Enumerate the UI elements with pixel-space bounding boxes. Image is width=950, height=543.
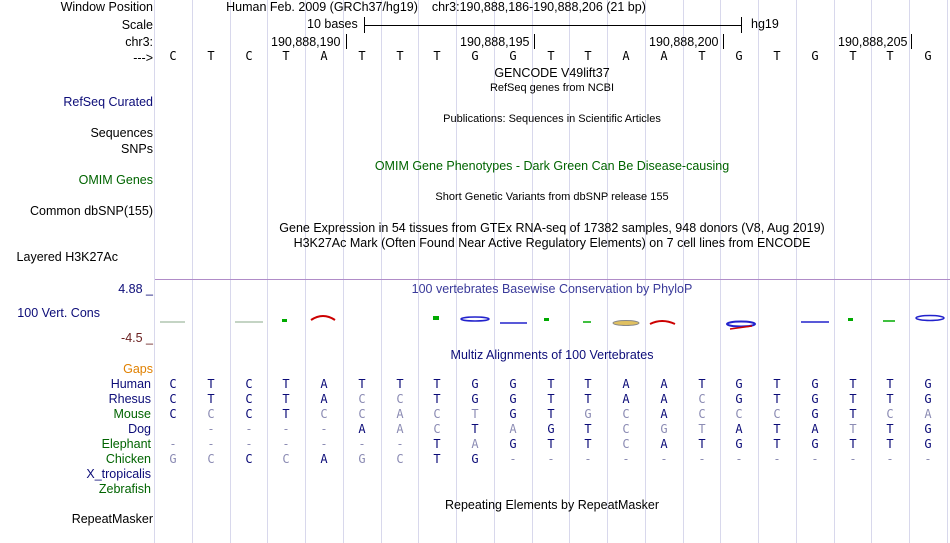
- alignment-base: T: [849, 437, 857, 451]
- alignment-base: T: [547, 407, 555, 421]
- scale-bar-right-tick: [741, 17, 742, 33]
- alignment-base: -: [660, 452, 668, 466]
- label-arrow[interactable]: --->: [133, 51, 153, 65]
- alignment-base: A: [396, 422, 404, 436]
- reference-base: A: [320, 49, 328, 63]
- scale-bar-text: 10 bases: [307, 17, 358, 31]
- alignment-base: T: [698, 422, 706, 436]
- alignment-base: C: [169, 392, 177, 406]
- species-label-rhesus[interactable]: Rhesus: [108, 392, 151, 406]
- dbsnp-track-desc[interactable]: Short Genetic Variants from dbSNP release 155: [435, 191, 669, 203]
- label-snps[interactable]: SNPs: [121, 142, 153, 156]
- reference-base: T: [433, 49, 441, 63]
- alignment-base: T: [282, 407, 290, 421]
- alignment-base: T: [207, 392, 215, 406]
- alignment-base: T: [471, 422, 479, 436]
- alignment-base: A: [622, 377, 630, 391]
- alignment-base: -: [924, 452, 932, 466]
- alignment-base: C: [396, 452, 404, 466]
- reference-base: G: [509, 49, 517, 63]
- scale-bar-line: [364, 25, 741, 26]
- alignment-base: C: [245, 452, 253, 466]
- alignment-base: C: [433, 407, 441, 421]
- alignment-base: G: [924, 437, 932, 451]
- label-common-dbsnp[interactable]: Common dbSNP(155): [30, 204, 153, 218]
- alignment-base: A: [471, 437, 479, 451]
- reference-base: T: [886, 49, 894, 63]
- label-gaps[interactable]: Gaps: [123, 362, 153, 376]
- reference-base: G: [811, 49, 819, 63]
- omim-track-desc[interactable]: OMIM Gene Phenotypes - Dark Green Can Be Disease-causing: [374, 159, 730, 173]
- alignment-base: C: [735, 407, 743, 421]
- species-label-mouse[interactable]: Mouse: [113, 407, 151, 421]
- alignment-base: G: [811, 407, 819, 421]
- alignment-base: T: [471, 407, 479, 421]
- alignment-base: C: [245, 407, 253, 421]
- alignment-base: A: [924, 407, 932, 421]
- alignment-base: T: [433, 392, 441, 406]
- reference-base: C: [245, 49, 253, 63]
- alignment-base: G: [735, 392, 743, 406]
- alignment-base: C: [169, 377, 177, 391]
- alignment-base: -: [584, 452, 592, 466]
- alignment-base: A: [660, 377, 668, 391]
- coord-label: 190,888,200: [649, 35, 719, 49]
- alignment-base: G: [735, 377, 743, 391]
- alignment-base: T: [396, 377, 404, 391]
- species-label-human[interactable]: Human: [110, 377, 151, 391]
- alignment-base: -: [509, 452, 517, 466]
- species-label-x_tropicalis[interactable]: X_tropicalis: [86, 467, 151, 481]
- label-cons-max: 4.88 _: [118, 282, 153, 296]
- coord-tick: [723, 34, 724, 49]
- alignment-base: -: [169, 437, 177, 451]
- alignment-base: T: [849, 407, 857, 421]
- alignment-base: -: [547, 452, 555, 466]
- alignment-base: G: [509, 377, 517, 391]
- repeatmasker-track-desc[interactable]: Repeating Elements by RepeatMasker: [444, 498, 660, 512]
- alignment-base: A: [660, 407, 668, 421]
- alignment-base: G: [509, 437, 517, 451]
- label-layered-h3k27ac[interactable]: Layered H3K27Ac: [16, 250, 118, 264]
- alignment-base: T: [773, 422, 781, 436]
- alignment-base: -: [282, 437, 290, 451]
- label-omim-genes[interactable]: OMIM Genes: [78, 173, 153, 187]
- alignment-base: A: [320, 452, 328, 466]
- alignment-base: -: [886, 452, 894, 466]
- alignment-base: A: [660, 437, 668, 451]
- alignment-base: G: [811, 392, 819, 406]
- alignment-base: C: [207, 452, 215, 466]
- species-label-zebrafish[interactable]: Zebrafish: [98, 482, 151, 496]
- reference-base: T: [282, 49, 290, 63]
- alignment-base: C: [282, 452, 290, 466]
- alignment-base: G: [811, 377, 819, 391]
- label-100-vert-cons[interactable]: 100 Vert. Cons: [17, 306, 100, 320]
- alignment-base: C: [622, 422, 630, 436]
- label-window-position[interactable]: Window Position: [60, 0, 153, 14]
- label-scale[interactable]: Scale: [121, 18, 153, 32]
- alignment-base: C: [698, 392, 706, 406]
- alignment-base: C: [169, 407, 177, 421]
- alignment-base: T: [849, 392, 857, 406]
- alignment-base: -: [245, 437, 253, 451]
- reference-base: T: [773, 49, 781, 63]
- alignment-base: C: [433, 422, 441, 436]
- alignment-base: A: [358, 422, 366, 436]
- alignment-base: G: [471, 392, 479, 406]
- alignment-base: A: [622, 392, 630, 406]
- alignment-base: T: [433, 452, 441, 466]
- reference-base: T: [207, 49, 215, 63]
- reference-base: T: [547, 49, 555, 63]
- track-label-column: [0, 0, 153, 543]
- conservation-wiggle: [155, 300, 950, 340]
- alignment-base: T: [773, 392, 781, 406]
- alignment-base: G: [924, 422, 932, 436]
- species-label-elephant[interactable]: Elephant: [101, 437, 151, 451]
- reference-base: T: [698, 49, 706, 63]
- label-chr[interactable]: chr3:: [125, 35, 153, 49]
- alignment-base: T: [886, 437, 894, 451]
- alignment-base: T: [773, 377, 781, 391]
- alignment-base: C: [396, 392, 404, 406]
- alignment-base: T: [886, 392, 894, 406]
- label-sequences[interactable]: Sequences: [90, 126, 153, 140]
- alignment-base: T: [207, 377, 215, 391]
- alignment-base: C: [773, 407, 781, 421]
- alignment-base: A: [811, 422, 819, 436]
- label-refseq-curated[interactable]: RefSeq Curated: [63, 95, 153, 109]
- coord-tick: [346, 34, 347, 49]
- track-area[interactable]: [155, 0, 950, 543]
- alignment-base: C: [886, 407, 894, 421]
- alignment-base: T: [773, 437, 781, 451]
- alignment-base: -: [849, 452, 857, 466]
- species-label-chicken[interactable]: Chicken: [105, 452, 151, 466]
- alignment-base: -: [358, 437, 366, 451]
- alignment-base: -: [320, 422, 328, 436]
- alignment-base: T: [584, 392, 592, 406]
- alignment-base: T: [433, 377, 441, 391]
- assembly-title: Human Feb. 2009 (GRCh37/hg19) chr3:190,888,186-190,888,206 (21 bp): [226, 0, 646, 14]
- alignment-base: T: [358, 377, 366, 391]
- alignment-base: -: [207, 437, 215, 451]
- alignment-base: T: [584, 422, 592, 436]
- alignment-base: -: [773, 452, 781, 466]
- coord-label: 190,888,190: [271, 35, 341, 49]
- alignment-base: T: [886, 377, 894, 391]
- alignment-base: -: [245, 422, 253, 436]
- reference-base: T: [849, 49, 857, 63]
- alignment-base: -: [320, 437, 328, 451]
- alignment-base: T: [282, 377, 290, 391]
- alignment-base: -: [622, 452, 630, 466]
- alignment-base: G: [924, 392, 932, 406]
- alignment-base: C: [698, 407, 706, 421]
- alignment-base: T: [849, 377, 857, 391]
- alignment-base: G: [660, 422, 668, 436]
- alignment-base: C: [358, 407, 366, 421]
- reference-base: T: [396, 49, 404, 63]
- coord-tick: [534, 34, 535, 49]
- reference-base: T: [358, 49, 366, 63]
- alignment-base: G: [471, 452, 479, 466]
- alignment-base: C: [358, 392, 366, 406]
- alignment-base: T: [547, 377, 555, 391]
- alignment-base: C: [245, 392, 253, 406]
- reference-base: A: [622, 49, 630, 63]
- publications-track-desc[interactable]: Publications: Sequences in Scientific Articles: [443, 113, 661, 125]
- phylop-track-desc[interactable]: 100 vertebrates Basewise Conservation by PhyloP: [411, 282, 693, 296]
- alignment-base: C: [207, 407, 215, 421]
- alignment-base: G: [509, 407, 517, 421]
- label-repeatmasker[interactable]: RepeatMasker: [71, 512, 153, 526]
- alignment-base: A: [509, 422, 517, 436]
- alignment-base: T: [282, 392, 290, 406]
- alignment-base: A: [320, 377, 328, 391]
- alignment-base: T: [547, 392, 555, 406]
- alignment-base: A: [660, 392, 668, 406]
- alignment-base: T: [698, 437, 706, 451]
- reference-base: G: [924, 49, 932, 63]
- alignment-base: G: [811, 437, 819, 451]
- alignment-base: G: [735, 437, 743, 451]
- h3k27ac-track-desc[interactable]: H3K27Ac Mark (Often Found Near Active Regulatory Elements) on 7 cell lines from ENCODE: [293, 236, 811, 250]
- alignment-base: -: [282, 422, 290, 436]
- alignment-base: A: [735, 422, 743, 436]
- alignment-base: G: [471, 377, 479, 391]
- coord-label: 190,888,195: [460, 35, 530, 49]
- alignment-base: C: [622, 437, 630, 451]
- gencode-track-title[interactable]: GENCODE V49lift37: [494, 66, 610, 80]
- multiz-track-desc[interactable]: Multiz Alignments of 100 Vertebrates: [450, 348, 654, 362]
- alignment-base: T: [698, 377, 706, 391]
- alignment-base: G: [358, 452, 366, 466]
- label-cons-min: -4.5 _: [121, 331, 153, 345]
- coord-tick: [911, 34, 912, 49]
- alignment-base: G: [547, 422, 555, 436]
- alignment-base: -: [811, 452, 819, 466]
- alignment-base: G: [509, 392, 517, 406]
- gtex-track-desc[interactable]: Gene Expression in 54 tissues from GTEx RNA-seq of 17382 samples, 948 donors (V8, Aug 2019): [279, 221, 825, 235]
- refseq-track-desc[interactable]: RefSeq genes from NCBI: [489, 82, 615, 94]
- reference-base: C: [169, 49, 177, 63]
- alignment-base: T: [886, 422, 894, 436]
- alignment-base: C: [245, 377, 253, 391]
- alignment-base: C: [622, 407, 630, 421]
- alignment-base: T: [849, 422, 857, 436]
- alignment-base: A: [396, 407, 404, 421]
- reference-base: T: [584, 49, 592, 63]
- alignment-base: -: [735, 452, 743, 466]
- alignment-base: -: [396, 437, 404, 451]
- reference-base: G: [735, 49, 743, 63]
- alignment-base: G: [924, 377, 932, 391]
- alignment-base: A: [320, 392, 328, 406]
- reference-base: A: [660, 49, 668, 63]
- alignment-base: -: [698, 452, 706, 466]
- alignment-base: G: [584, 407, 592, 421]
- alignment-base: -: [207, 422, 215, 436]
- species-label-dog[interactable]: Dog: [128, 422, 151, 436]
- alignment-base: T: [547, 437, 555, 451]
- reference-base: G: [471, 49, 479, 63]
- alignment-base: T: [433, 437, 441, 451]
- alignment-base: C: [320, 407, 328, 421]
- coord-label: 190,888,205: [838, 35, 908, 49]
- alignment-base: T: [584, 377, 592, 391]
- scale-db: hg19: [751, 17, 779, 31]
- alignment-base: T: [584, 437, 592, 451]
- alignment-base: G: [169, 452, 177, 466]
